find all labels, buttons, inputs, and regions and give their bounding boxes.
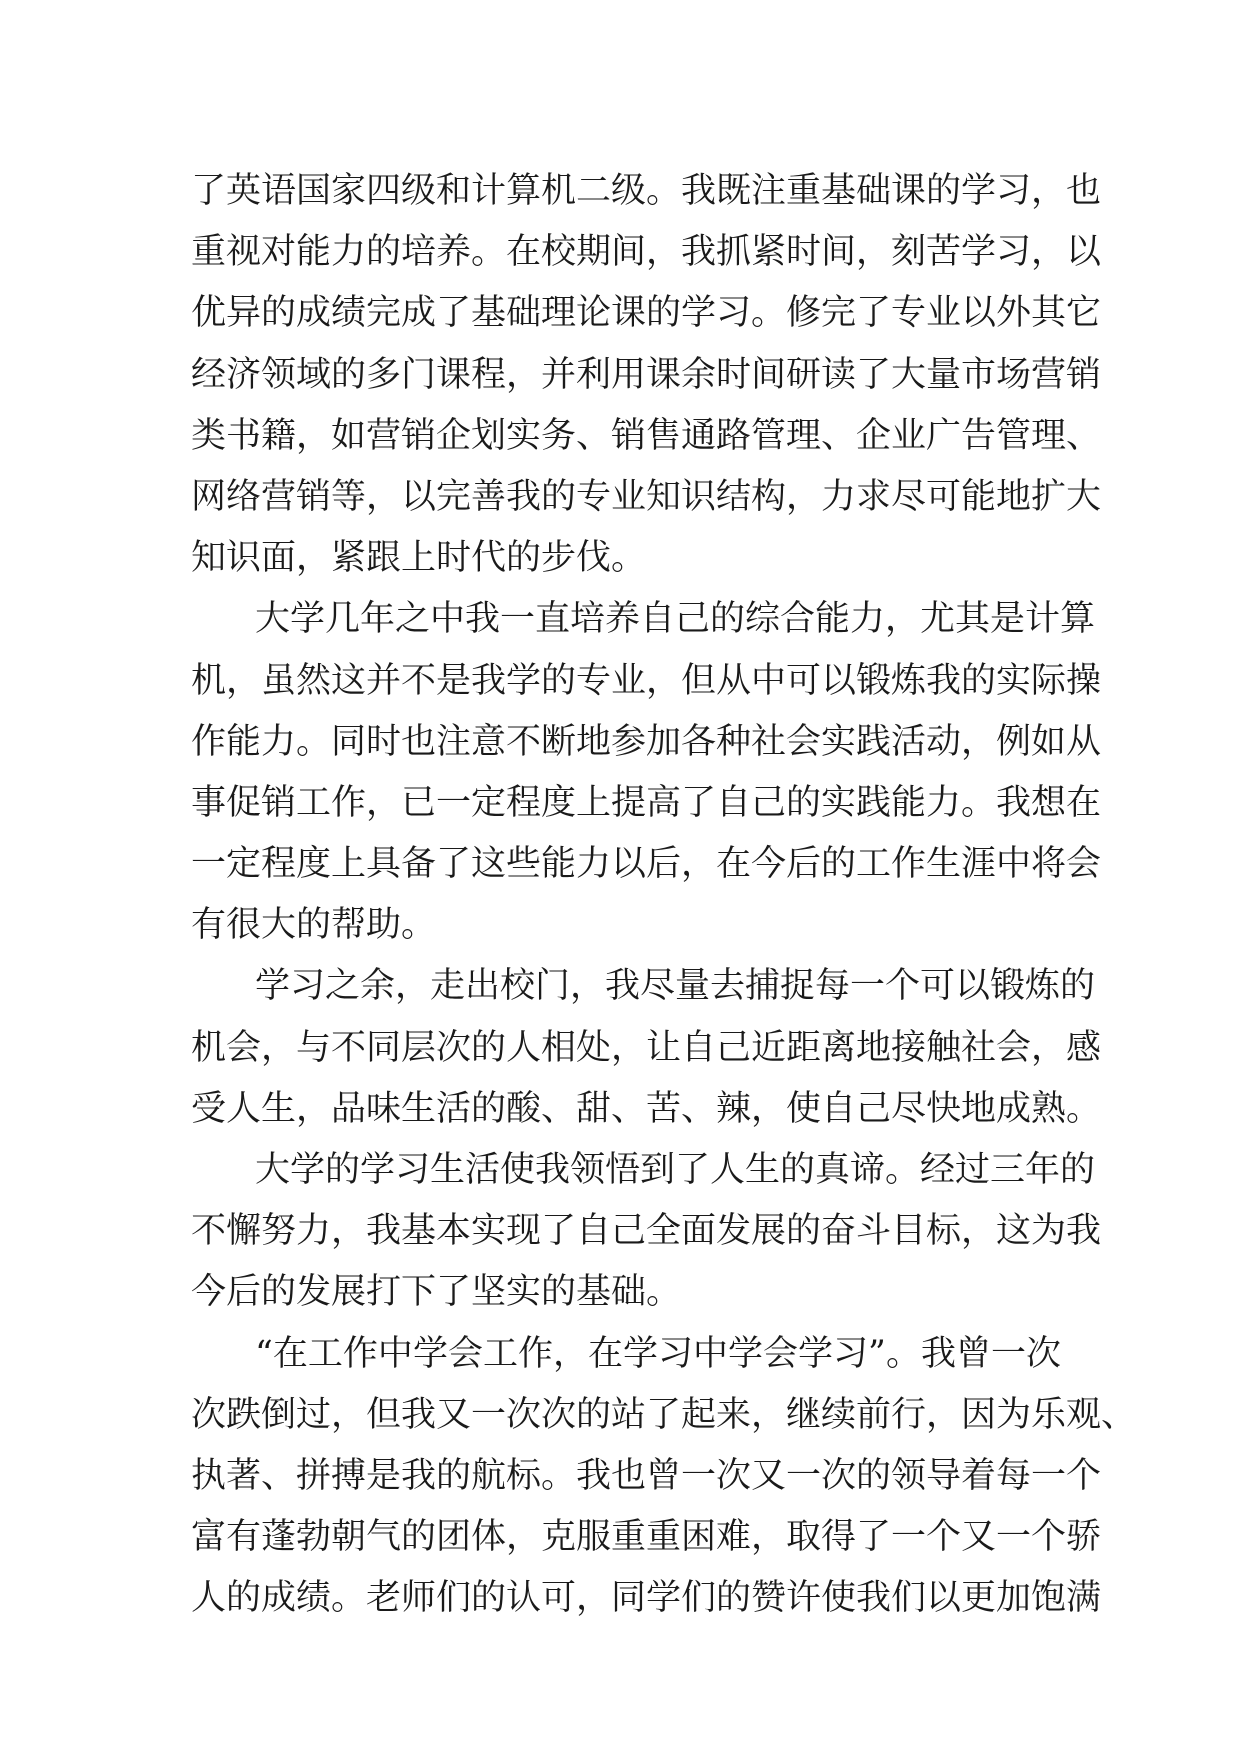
text-line: 学习之余，走出校门，我尽量去捕捉每一个可以锻炼的 (255, 966, 1096, 1007)
text-line: “在工作中学会工作，在学习中学会学习”。我曾一次 (255, 1333, 1061, 1374)
text-line: 机会，与不同层次的人相处，让自己近距离地接触社会，感 (191, 1027, 1102, 1068)
text-line: 今后的发展打下了坚实的基础。 (191, 1272, 682, 1313)
text-line: 重视对能力的培养。在校期间，我抓紧时间，刻苦学习，以 (191, 232, 1102, 273)
text-line: 经济领域的多门课程，并利用课余时间研读了大量市场营销 (191, 354, 1102, 395)
text-line: 受人生，品味生活的酸、甜、苦、辣，使自己尽快地成熟。 (191, 1088, 1102, 1129)
text-line: 一定程度上具备了这些能力以后，在今后的工作生涯中将会 (191, 844, 1102, 885)
text-line: 富有蓬勃朝气的团体，克服重重困难，取得了一个又一个骄 (191, 1517, 1102, 1558)
text-line: 优异的成绩完成了基础理论课的学习。修完了专业以外其它 (191, 293, 1102, 334)
text-line: 了英语国家四级和计算机二级。我既注重基础课的学习，也 (191, 171, 1102, 211)
text-line: 作能力。同时也注意不断地参加各种社会实践活动，例如从 (191, 721, 1102, 762)
text-line: 机，虽然这并不是我学的专业，但从中可以锻炼我的实际操 (191, 660, 1102, 701)
text-line: 网络营销等，以完善我的专业知识结构，力求尽可能地扩大 (191, 476, 1102, 517)
text-line: 大学的学习生活使我领悟到了人生的真谛。经过三年的 (255, 1150, 1096, 1190)
body-text (191, 161, 1137, 1630)
text-line: 类书籍，如营销企划实务、销售通路管理、企业广告管理、 (191, 415, 1102, 456)
text-line: 执著、拼搏是我的航标。我也曾一次又一次的领导着每一个 (191, 1455, 1102, 1496)
text-line: 不懈努力，我基本实现了自己全面发展的奋斗目标，这为我 (191, 1211, 1102, 1252)
text-line: 有很大的帮助。 (191, 905, 437, 946)
text-line: 知识面，紧跟上时代的步伐。 (191, 538, 647, 579)
text-line: 次跌倒过，但我又一次次的站了起来，继续前行，因为乐观、 (191, 1394, 1137, 1435)
text-line: 事促销工作，已一定程度上提高了自己的实践能力。我想在 (191, 782, 1102, 823)
text-line: 大学几年之中我一直培养自己的综合能力，尤其是计算 (255, 599, 1096, 640)
text-line: 人的成绩。老师们的认可，同学们的赞许使我们以更加饱满 (191, 1578, 1102, 1619)
